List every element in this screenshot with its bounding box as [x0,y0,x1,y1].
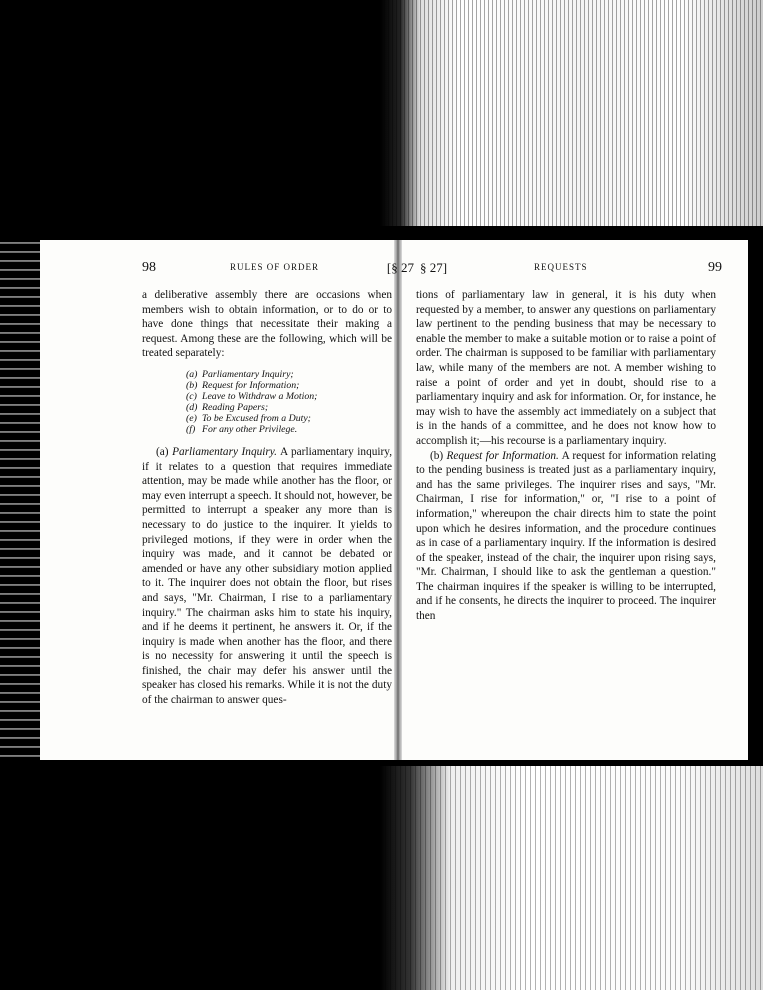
list-item: (c) Leave to Withdraw a Motion; [186,390,318,402]
right-page-header [416,260,748,278]
running-head: REQUESTS [534,262,588,272]
left-page-text [142,288,392,708]
section-marker: [§ 27 [386,260,414,275]
list-item: (d) Reading Papers; [186,401,269,413]
scan-edge-left [0,240,40,760]
list-item: (b) Request for Information; [186,379,300,391]
page-number: 98 [142,260,156,275]
scan-stripes-top [380,0,763,226]
parliamentary-inquiry-paragraph: (a) Parliamentary Inquiry. A parliamentary inquiry, if it relates to a question that requires immediate attention, may be made while another has the floor, or may even interrupt a speech. It should not, however, be permitted to interrupt a speaker any more than is necessary to do justice to the inquirer. It yields to privileged motions, if they were in order when the inquiry was made, and it cannot be debated or amended or have any other subsidiary motion applied to it. The inquirer does not obtain the floor, but rises and says, "Mr. Chairman, I rise to a parliamentary inquiry." The chairman asks him to state his inquiry, and if he deems it pertinent, he answers it. Or, if the inquiry is made when another has the floor, and there is no necessity for answering it until the speech is finished, the chair may defer his answer until the speaker has closed his remarks. While it is not the duty of the chairman to answer ques- [142,445,393,707]
intro-paragraph: a deliberative assembly there are occasions when members wish to obtain information, or to do or to have done things that necessitate their making a request. Among these are the following, which will be treated separately: [142,289,392,360]
left-page-header [142,260,414,278]
right-page [416,260,748,624]
continuation-paragraph: tions of parliamentary law in general, it is his duty when requested by a member, to answer any questions on parliamentary law pertinent to the pending business that may be necessary to enable the member to make a suitable motion or to raise a point of order. The chairman is supposed to be familiar with parliamentary law, while many of the members are not. A member wishing to raise a point of order and yet in doubt, should rise to a parliamentary inquiry and ask for information. Or, for instance, he may wish to have the assembly act immediately on a subject that is in the hands of a committee, and he does not know how to accomplish it;—his recourse is a parliamentary inquiry. [416,289,716,447]
left-page [142,260,414,708]
right-page-text [416,288,716,624]
page-number: 99 [708,260,722,275]
list-item: (e) To be Excused from a Duty; [186,412,311,424]
request-for-information-paragraph: (b) Request for Information. A request for information relating to the pending business is treated just as a parliamentary inquiry, and has the same privileges. The inquirer rises and says, "Mr. Chairman, I rise for information," or, "I rise to a point of information," whereupon the chair directs him to state the point upon which he desires information, and the procedure continues as in case of a parliamentary inquiry. If the information is desired of the speaker, instead of the chair, the inquirer upon rising says, "Mr. Chairman, I should like to ask the gentleman a question." The chairman inquires if the speaker is willing to be interrupted, and if he consents, he directs the inquirer to proceed. The inquirer then [416,449,716,623]
request-list [186,369,392,435]
section-marker: § 27] [420,260,448,275]
book-spread [40,240,748,760]
list-item: (a) Parliamentary Inquiry; [186,368,294,380]
scan-stripes-bottom [380,766,763,990]
book-gutter [394,240,402,760]
running-head: RULES OF ORDER [230,262,320,272]
list-item: (f) For any other Privilege. [186,423,298,435]
